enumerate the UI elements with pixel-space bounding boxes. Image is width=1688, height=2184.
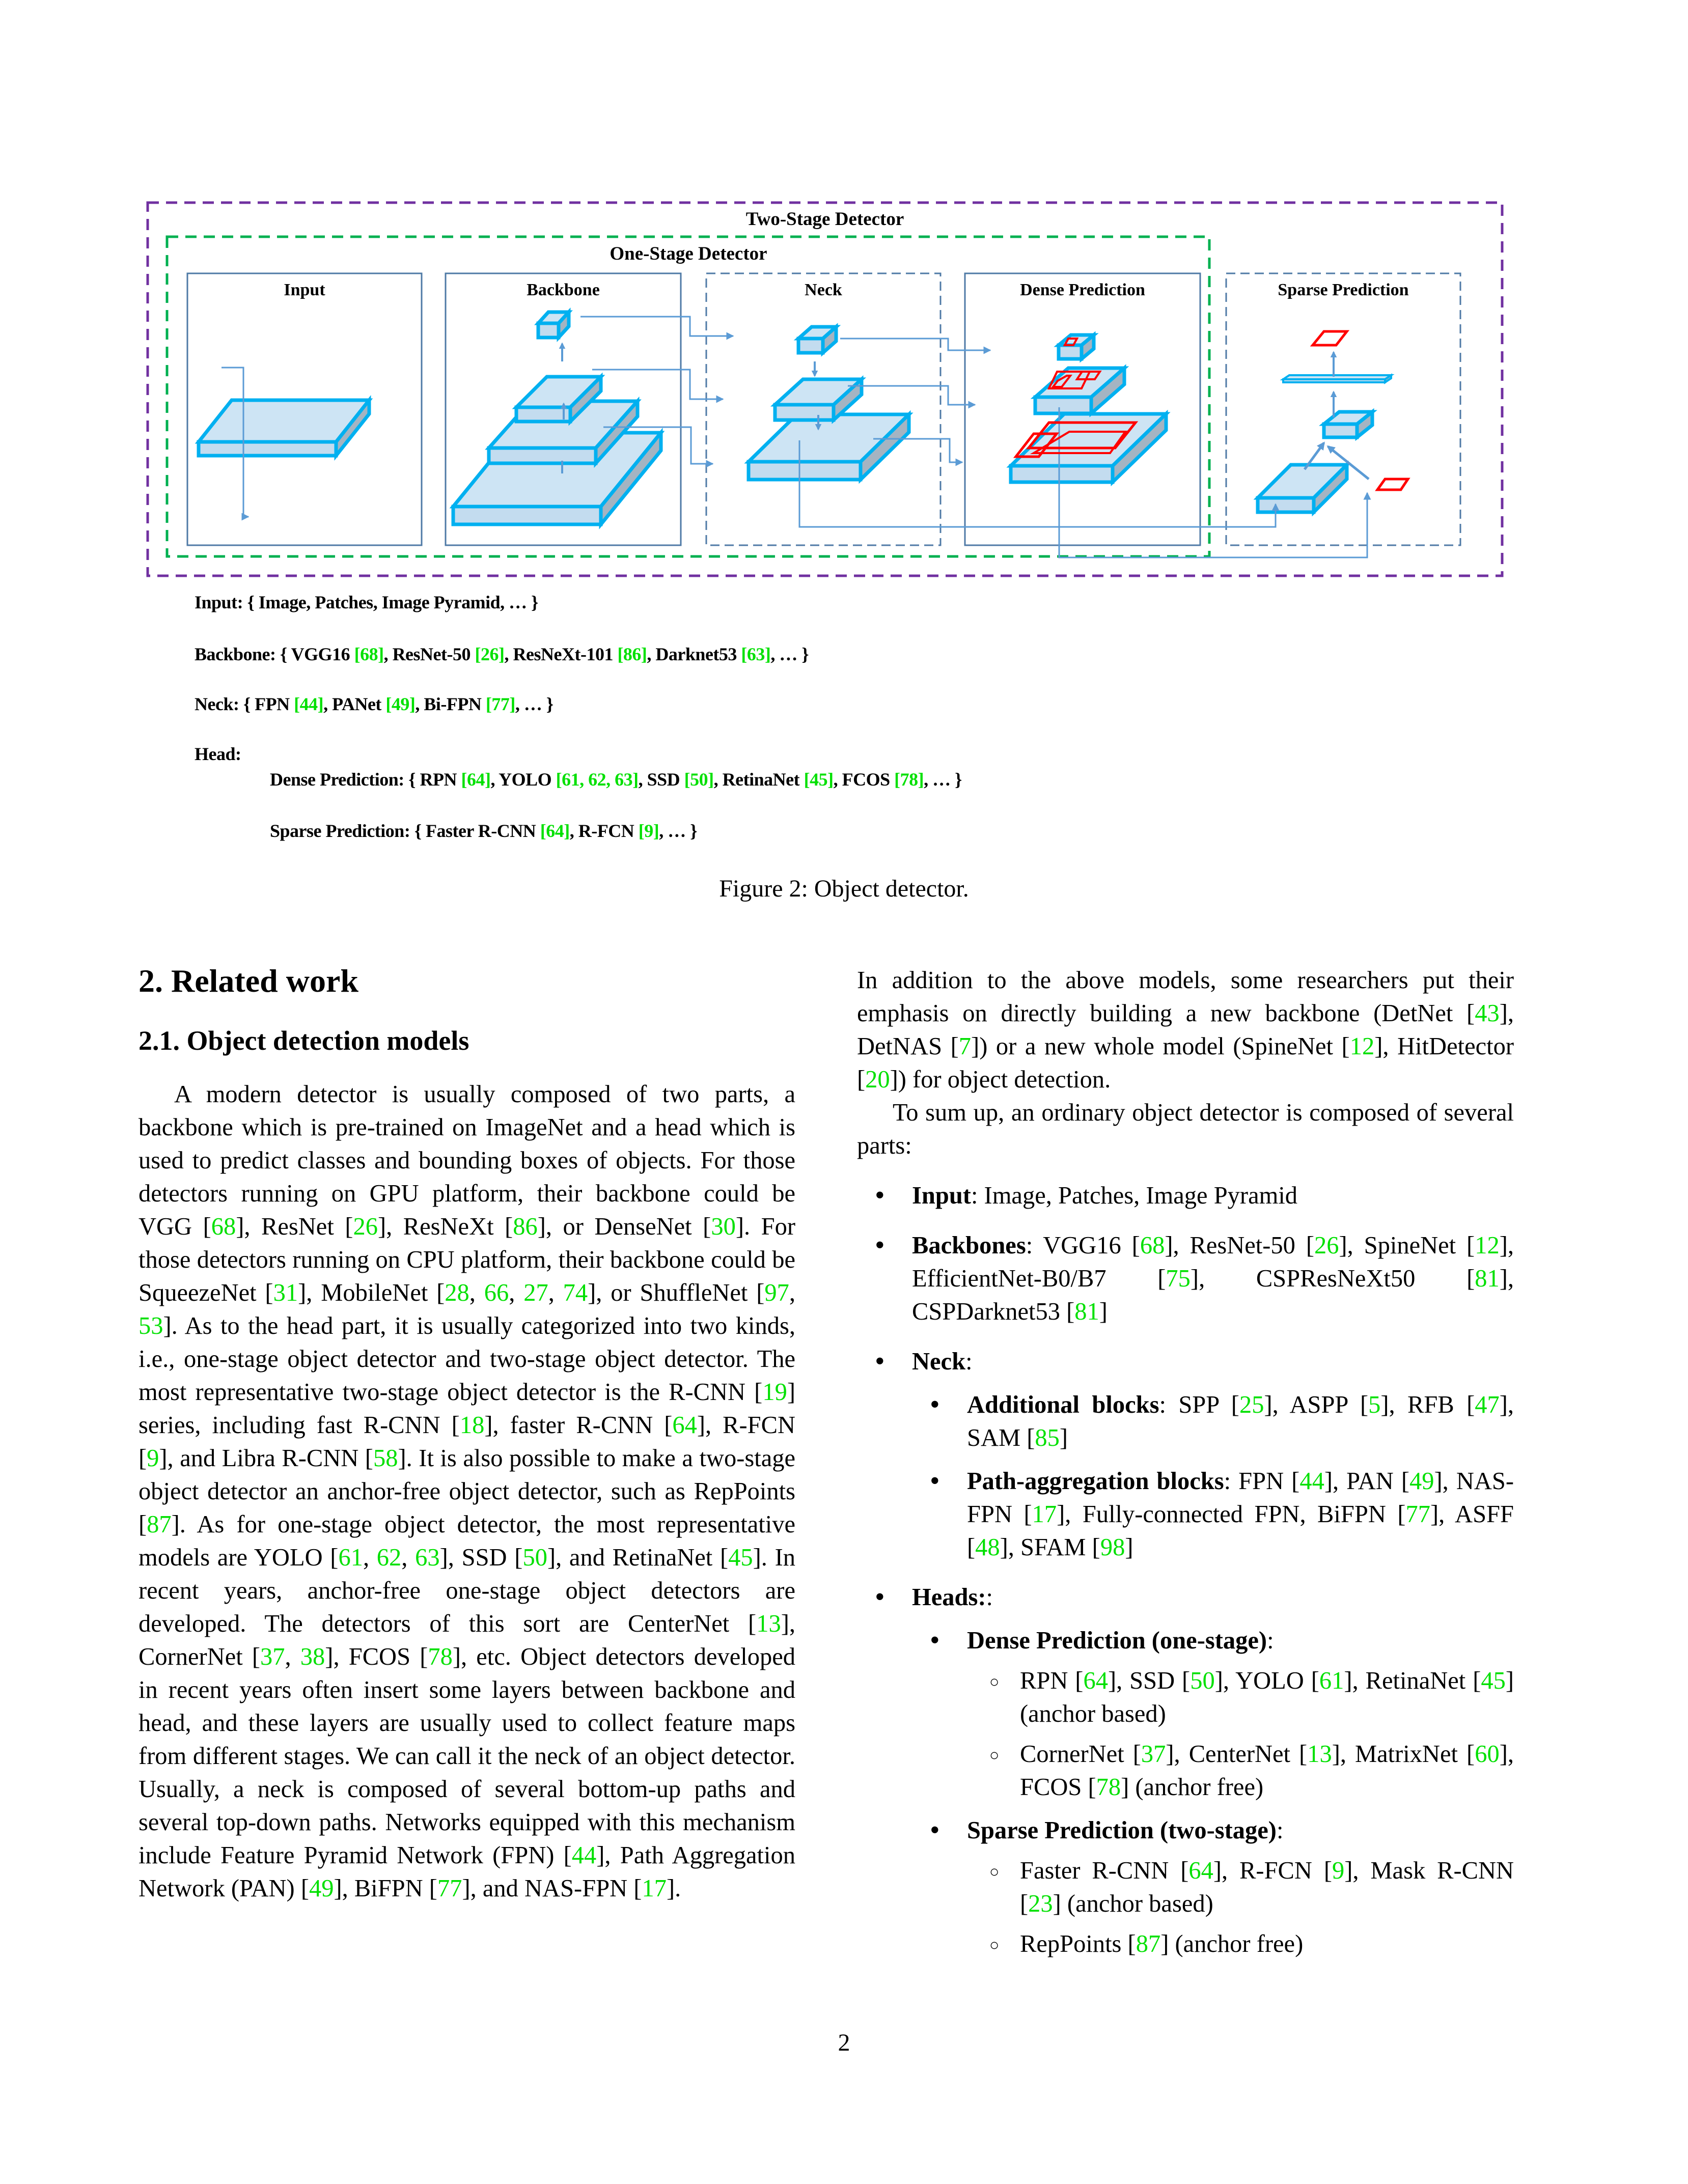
backbone-block-1 [538,312,569,338]
legend-input: Input: { Image, Patches, Image Pyramid, … } [195,592,538,612]
citation-link[interactable]: 26 [353,1213,378,1240]
right-column [857,964,1514,1961]
citation-link[interactable]: [68] [354,644,384,664]
citation-link[interactable]: [26] [475,644,505,664]
citation-link[interactable]: 37 [260,1643,285,1670]
list-item-input: • Input: Image, Patches, Image Pyramid [857,1179,1514,1212]
citation-link[interactable]: 18 [459,1412,485,1439]
citation-link[interactable]: 44 [1299,1468,1324,1495]
citation-link[interactable]: 37 [1141,1741,1166,1768]
citation-link[interactable]: 50 [522,1544,547,1571]
citation-link[interactable]: 63 [415,1544,440,1571]
citation-link[interactable]: 31 [273,1279,298,1306]
citation-link[interactable]: 64 [1083,1667,1108,1694]
citation-link[interactable]: 68 [1140,1232,1165,1259]
component-list [857,1179,1514,1961]
citation-link[interactable]: 81 [1475,1265,1500,1292]
legend-head-label: Head: [195,744,241,764]
neck-block-3 [749,414,909,480]
citation-link[interactable]: 19 [762,1379,787,1406]
legend-sparse-label: Sparse Prediction: [270,821,410,841]
legend-backbone-label: Backbone: [195,644,276,664]
citation-link[interactable]: 23 [1028,1890,1053,1917]
dense-sublist [967,1664,1514,1804]
list-item-anchor-based: ○ RPN [64], SSD [50], YOLO [61], RetinaNet [45] (anchor based) [967,1664,1514,1730]
panel-label-dense-prediction: Dense Prediction [1020,281,1145,299]
list-item-sparse-prediction: • Sparse Prediction (two-stage): ○ Faster R-CNN [64], R-FCN [9], Mask R-CNN [23] (anchor based) ○ RepPoints [87] (anchor free) [912,1814,1514,1961]
heads-sublist [912,1624,1514,1961]
citation-link[interactable]: 68 [211,1213,236,1240]
legend-input-label: Input: [195,592,243,612]
input-image-block [199,400,369,456]
citation-link[interactable]: [63] [741,644,771,664]
panel-label-backbone: Backbone [527,281,600,299]
citation-link[interactable]: 97 [764,1279,789,1306]
citation-link[interactable]: 12 [1475,1232,1500,1259]
list-item-path-aggregation: • Path-aggregation blocks: FPN [44], PAN [49], NAS-FPN [17], Fully-connected FPN, BiFPN [77], ASFF [48], SFAM [98] [912,1465,1514,1564]
citation-link[interactable]: [64] [540,821,570,841]
citation-link[interactable]: 60 [1475,1741,1500,1768]
citation-link[interactable]: 64 [1188,1857,1213,1884]
citation-link[interactable]: 85 [1035,1424,1060,1451]
citation-link[interactable]: 17 [642,1875,667,1902]
list-item-heads: • Heads:: • Dense Prediction (one-stage): ○ RPN [64], SSD [50], YOLO [61], RetinaNet [45] (anchor based) ○ CornerNet [37], CenterNet [13], MatrixNet [60], FCOS [78] (anchor free) • Sparse Prediction (two-stage): ○ Faster R-CNN [64], R-FCN [9], Mask R-CNN [23] (anchor based) ○ RepPoints [87] (anchor free) [857,1581,1514,1961]
subsection-title: 2.1. Object detection models [139,1025,469,1056]
citation-link[interactable]: 81 [1074,1298,1099,1325]
citation-link[interactable]: [64] [461,769,491,790]
citation-link[interactable]: 87 [1136,1930,1161,1957]
citation-link[interactable]: 9 [1332,1857,1345,1884]
figure-caption: Figure 2: Object detector. [719,875,969,902]
citation-link[interactable]: [77] [485,694,515,714]
legend-neck-label: Neck: [195,694,239,714]
one-stage-detector-label: One-Stage Detector [610,243,767,264]
sparse-proposal-box [1377,479,1408,490]
connector-neck-dense-top [840,339,990,350]
connector-backbone-neck-top [580,317,733,336]
citation-link[interactable]: 77 [1405,1501,1430,1528]
list-item-neck: • Neck: • Additional blocks: SPP [25], ASPP [5], RFB [47], SAM [85] • Path-aggregation blocks: FPN [44], PAN [49], NAS-FPN [17], Fully-connected FPN, BiFPN [77], ASFF [48], SFAM [98] [857,1345,1514,1564]
citation-link[interactable]: 64 [672,1412,697,1439]
sparse-fc-block [1324,412,1372,437]
two-stage-detector-label: Two-Stage Detector [745,209,904,230]
object-detector-figure [0,0,1688,601]
panel-label-input: Input [284,281,325,299]
connector-backbone-neck-mid [592,370,723,399]
citation-link[interactable]: 74 [563,1279,588,1306]
citation-link[interactable]: 27 [523,1279,548,1306]
citation-link[interactable]: [9] [638,821,659,841]
citation-link[interactable]: 78 [428,1643,453,1670]
connector-neck-dense-mid [848,386,975,405]
citation-link[interactable]: 44 [571,1842,597,1869]
citation-link[interactable]: [44] [294,694,324,714]
citation-link[interactable]: 26 [1314,1232,1339,1259]
neck-sublist [912,1388,1514,1564]
citation-link[interactable]: 48 [975,1534,1000,1561]
section-title: 2. Related work [139,963,358,999]
citation-link[interactable]: 5 [1368,1391,1381,1418]
citation-link[interactable]: 17 [1032,1501,1057,1528]
citation-link[interactable]: 20 [865,1066,890,1093]
citation-link[interactable]: 87 [147,1511,172,1538]
citation-link[interactable]: 49 [309,1875,334,1902]
citation-link[interactable]: 47 [1475,1391,1500,1418]
citation-link[interactable]: 86 [513,1213,538,1240]
citation-link[interactable]: 25 [1239,1391,1264,1418]
citation-link[interactable]: 50 [1190,1667,1215,1694]
citation-link[interactable]: [49] [385,694,416,714]
citation-link[interactable]: 58 [373,1445,398,1472]
list-item-anchor-free: ○ CornerNet [37], CenterNet [13], MatrixNet [60], FCOS [78] (anchor free) [967,1738,1514,1804]
citation-link[interactable]: 77 [437,1875,462,1902]
citation-link[interactable]: 45 [728,1544,753,1571]
right-paragraph-2: To sum up, an ordinary object detector is composed of several parts: [857,1099,1514,1159]
citation-link[interactable]: 30 [711,1213,736,1240]
sparse-roi-block [1258,465,1347,512]
citation-link[interactable]: 61 [338,1544,363,1571]
citation-link[interactable]: 43 [1475,1000,1500,1027]
citation-link[interactable]: 28 [445,1279,469,1306]
citation-link[interactable]: 75 [1166,1265,1191,1292]
panel-label-neck: Neck [805,281,842,299]
citation-link[interactable]: [61, 62, 63] [556,769,639,790]
left-column [139,1078,795,1905]
citation-link[interactable]: [50] [684,769,714,790]
citation-link[interactable]: [86] [617,644,647,664]
citation-link[interactable]: 38 [300,1643,325,1670]
sparse-output-box [1313,331,1347,345]
citation-link[interactable]: 13 [1307,1741,1332,1768]
citation-link[interactable]: 78 [1096,1774,1121,1801]
citation-link[interactable]: [78] [894,769,924,790]
citation-link[interactable]: 98 [1100,1534,1125,1561]
panel-label-sparse-prediction: Sparse Prediction [1278,281,1409,299]
legend-neck: Neck: { FPN [44], PANet [49], Bi-FPN [77], … } [195,694,554,714]
citation-link[interactable]: 62 [376,1544,402,1571]
citation-link[interactable]: 53 [139,1312,163,1339]
neck-block-1 [798,327,836,353]
citation-link[interactable]: 45 [1481,1667,1506,1694]
legend-sparse: Sparse Prediction: { Faster R-CNN [64], R-FCN [9], … } [270,821,697,841]
list-item-dense-prediction: • Dense Prediction (one-stage): ○ RPN [64], SSD [50], YOLO [61], RetinaNet [45] (anchor based) ○ CornerNet [37], CenterNet [13], MatrixNet [60], FCOS [78] (anchor free) [912,1624,1514,1804]
list-item-backbones: • Backbones: VGG16 [68], ResNet-50 [26], SpineNet [12], EfficientNet-B0/B7 [75], CSPResNeXt50 [81], CSPDarknet53 [81] [857,1229,1514,1328]
citation-link[interactable]: 61 [1319,1667,1344,1694]
legend-backbone: Backbone: { VGG16 [68], ResNet-50 [26], ResNeXt-101 [86], Darknet53 [63], … } [195,644,809,664]
left-paragraph: A modern detector is usually composed of two parts, a backbone which is pre-trained on ImageNet and a head which is used to predict classes and bounding boxes of objects. For those detectors running on GPU platform, their backbone could be VGG [68], ResNet [26], ResNeXt [86], or DenseNet [30]. For those detectors running on CPU platform, their backbone could be SqueezeNet [31], MobileNet [28, 66, 27, 74], or ShuffleNet [97, 53]. As to the head part, it is usually categorized into two kinds, i.e., one-stage object detector and two-stage object detector. The most representative two-stage object detector is the R-CNN [19] series, including fast R-CNN [18], faster R-CNN [64], R-FCN [9], and Libra R-CNN [58]. It is also possible to make a two-stage object detector an anchor-free object detector, such as RepPoints [87]. As for one-stage object detector, the most representative models are YOLO [61, 62, 63], SSD [50], and RetinaNet [45]. In recent years, anchor-free one-stage object detectors are developed. The detectors of this sort are CenterNet [13], CornerNet [37, 38], FCOS [78], etc. Object detectors developed in recent years often insert some layers between backbone and head, and these layers are usually used to collect feature maps from different stages. We can call it the neck of an object detector. Usually, a neck is composed of several bottom-up paths and several top-down paths. Networks equipped with this mechanism include Feature Pyramid Network (FPN) [44], Path Aggregation Network (PAN) [49], BiFPN [77], and NAS-FPN [17]. [139,1081,796,1902]
citation-link[interactable]: 13 [756,1610,781,1637]
legend-dense: Dense Prediction: { RPN [64], YOLO [61, 62, 63], SSD [50], RetinaNet [45], FCOS [78], … } [270,769,962,790]
page-number: 2 [838,2029,850,2056]
list-item-anchor-based: ○ Faster R-CNN [64], R-FCN [9], Mask R-CNN [23] (anchor based) [967,1854,1514,1920]
list-item-anchor-free: ○ RepPoints [87] (anchor free) [967,1927,1514,1961]
citation-link[interactable]: 12 [1349,1033,1375,1060]
citation-link[interactable]: [45] [804,769,834,790]
citation-link[interactable]: 7 [958,1033,972,1060]
citation-link[interactable]: 49 [1409,1468,1434,1495]
sparse-sublist [967,1854,1514,1961]
legend-dense-label: Dense Prediction: [270,769,404,790]
citation-link[interactable]: 66 [484,1279,509,1306]
list-item-additional-blocks: • Additional blocks: SPP [25], ASPP [5], RFB [47], SAM [85] [912,1388,1514,1454]
legend-head [195,743,241,765]
citation-link[interactable]: 9 [147,1445,159,1472]
sparse-fc-layer [1283,375,1391,382]
right-paragraph-1: In addition to the above models, some researchers put their emphasis on directly building a new backbone (DetNet [43], DetNAS [7]) or a new whole model (SpineNet [12], HitDetector [20]) for object detection. [857,967,1514,1093]
